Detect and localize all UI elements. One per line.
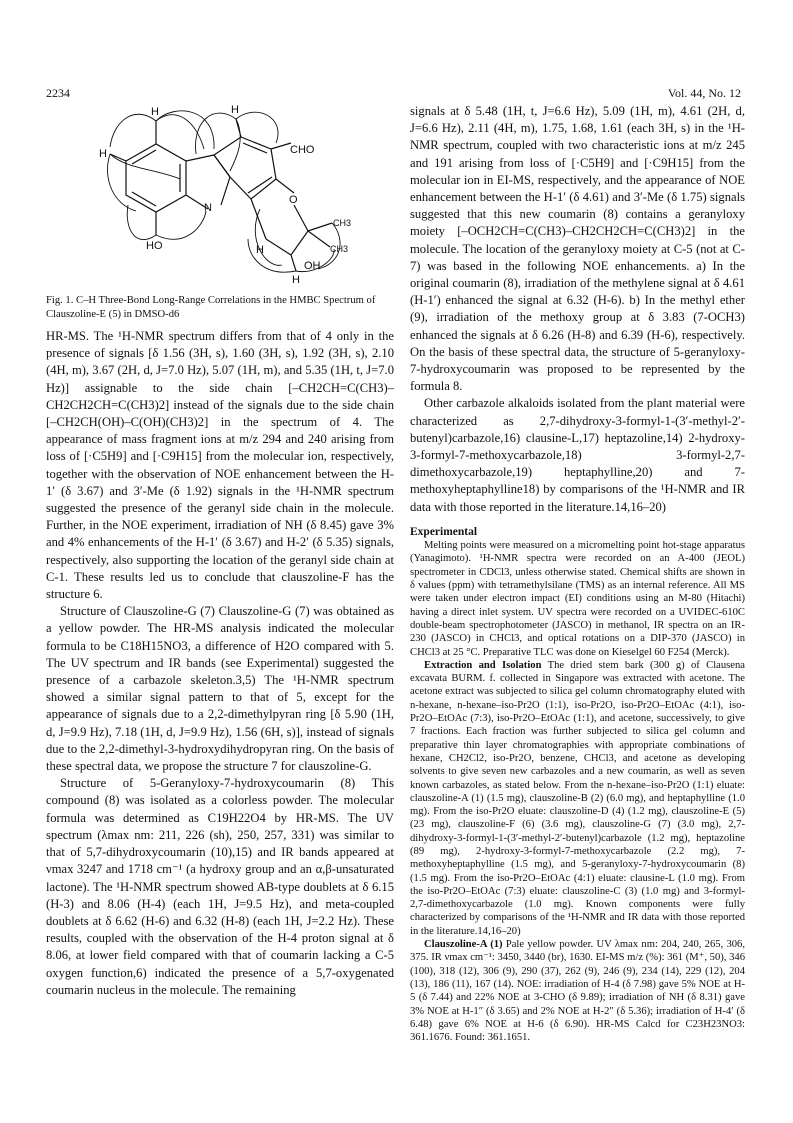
extraction-text: The dried stem bark (300 g) of Clausena excavata BURM. f. collected in Singapore was extracted with acetone. The acetone extract was subjected to silica gel column chromatography eluted with n-hexane, n-hexane–iso-Pr2O (1:1), iso-Pr2O, iso-Pr2O–EtOAc (4:1), iso-Pr2O–EtOAc (7:3), iso-Pr2O–EtOAc (1:1), and acetone, successively, to give 7 fractions. Each fraction was further subjected to silica gel column and preparative thin layer chromatographies with appropriate combinations of hexane, CH2Cl2, iso-Pr2O, benzene, CHCl3, and acetone as developing solvents to give seven new carbazoles and a new coumarin, as well as seven known carbazoles, as stated below. From the n-hexane–iso-Pr2O (1:1) eluate: clauszoline-A (1) (1.5 mg), clauszoline-B (2) (6.0 mg), and heptaphylline (1.0 mg). From the iso-Pr2O eluate: clauszoline-D (4) (1.2 mg), clauszoline-E (5) (23 mg), clauszoline-F (6) (3.6 mg), clauszoline-G (7) (3.0 mg), 2,7-dihydroxy-3-formyl-1-(3′-methyl-2′-butenyl)carbazole (1.2 mg), heptazoline (89 mg), 2-hydroxy-3-formyl-7-methoxycarbazole (2.2 mg), 7-methoxyheptaphylline (1.5 mg), and 5-geranyloxy-7-hydroxycoumarin (8) (1.5 mg). From the iso-Pr2O–EtOAc (4:1) eluate: clausine-L (1.0 mg). From the iso-Pr2O–EtOAc (7:3) eluate: clauszoline-C (3) (1.0 mg) and 3-formyl-2,7-dimethoxycarbazole (1.0 mg). Known components were fully characterized by comparisons of the ¹H-NMR and IR data with those reported in the literature.14,16–20) [410,659,745,937]
figure-caption: Fig. 1. C–H Three-Bond Long-Range Correlations in the HMBC Spectrum of Clauszoline-E (5) in DMSO-d6 [46,295,376,320]
label-ho: HO [146,240,163,252]
journal-volume: Vol. 44, No. 12 [667,86,741,100]
label-ch3-b: CH3 [330,244,349,254]
label-h-top2: H [231,104,239,116]
label-n: N [204,202,212,214]
label-h-left: H [99,148,107,160]
label-ch3-a: CH3 [333,218,352,228]
hmbc-structure-figure [96,99,386,285]
label-oh: OH [304,260,321,272]
clauszoline-a-text: Pale yellow powder. UV λmax nm: 204, 240, 265, 306, 375. IR νmax cm⁻¹: 3450, 3440 (br), 1630. EI-MS m/z (%): 361 (M⁺, 50), 346 (100), 318 (12), 306 (9), 290 (37), 262 (9), 246 (9), 234 (14), 229 (12), 204 (13), 186 (11), 167 (14). NOE: irradiation of H-4 (δ 7.98) gave 5% NOE at H-5 (δ 7.44) and 22% NOE at 3-CHO (δ 9.89); irradiation of NH (δ 8.31) gave 3% NOE at H-1″ (δ 3.65) and 2% NOE at H-2″ (δ 5.36); irradiation of H-4′ (δ 6.48) gave 6% NOE at H-6 (δ 6.90). HR-MS Calcd for C23H23NO3: 361.1676. Found: 361.1651. [410,939,745,1044]
left-paragraph-1: HR-MS. The ¹H-NMR spectrum differs from that of 4 only in the presence of signals [δ 1.56 (3H, s), 1.60 (3H, s), 1.92 (3H, s), 2.10 (4H, m), 3.67 (2H, d, J=7.0 Hz), 5.07 (1H, m), and 5.35 (1H, t, J=7.0 Hz)] assignable to the side chain [–CH2CH=C(CH3)–CH2CH2CH=C(CH3)2] instead of the signals due to the side chain [–CH2CH(OH)–C(OH)(CH3)2] in the spectrum of 4. The appearance of mass fragment ions at m/z 294 and 240 arising from loss of [·C5H9] and [·C9H15] from the molecular ion, respectively, together with the observation of NOE enhancement between the H-1′ (δ 3.67) and 3′-Me (δ 1.92) signals in the ¹H-NMR spectrum suggested the presence of the geranyl side chain in the molecule. Further, in the NOE experiment, irradiation of NH (δ 8.45) gave 3% and 4% enhancements of the H-1′ (δ 3.67) and H-2′ (δ 5.35) signals, respectively, also supporting the location of the geranyl side chain at C-1. These results led us to conclude that clauszoline-F has the structure 6. [46,329,394,602]
clauszoline-a-title: Clauszoline-A (1) [424,939,503,951]
page-number: 2234 [46,86,70,100]
right-column [410,103,745,1044]
left-column [46,328,394,999]
left-paragraph-3: Structure of 5-Geranyloxy-7-hydroxycoumarin (8) This compound (8) was isolated as a colorless powder. The molecular formula was determined as C19H22O4 by HR-MS. The UV spectrum (λmax nm: 211, 226 (sh), 250, 257, 331) was similar to that of 5,7-dihydroxycoumarin (10),15) and IR bands appeared at νmax 3247 and 1718 cm⁻¹ (a hydroxy group and an α,β-unsaturated lactone). The ¹H-NMR spectrum showed AB-type doublets at δ 6.15 (H-3) and 8.06 (H-4) (each 1H, J=9.5 Hz), and meta-coupled doublets at δ 6.62 (H-6) and 6.32 (H-8) (each 1H, J=2.2 Hz). These results, coupled with the observation of the H-4 proton signal at δ 8.06, at lower field compared with that of coumarin lacking a C-5 oxygen function,6) indicated the presence of a 5,7-oxygenated coumarin nucleus in the molecule. The remaining [46,776,394,997]
experimental-section [410,526,745,1045]
label-h-top1: H [151,106,159,118]
label-h-bottom2: H [292,274,300,285]
label-cho: CHO [290,144,315,156]
label-o: O [289,194,298,206]
experimental-heading: Experimental [410,525,478,538]
left-paragraph-2: Structure of Clauszoline-G (7) Clauszoline-G (7) was obtained as a yellow powder. The HR-MS analysis indicated the molecular formula to be C18H15NO3, a difference of H2O compared with 5. The UV spectrum and IR bands (see Experimental) suggested the presence of a carbazole skeleton.3,5) The ¹H-NMR spectrum showed a similar signal pattern to that of 5, except for the appearance of signals due to a 2,2-dimethylpyran ring [δ 5.90 (1H, d, J=9.9 Hz), 7.18 (1H, d, J=9.9 Hz), 1.56 (6H, s)], instead of signals due to the 2,2-dimethyl-3-hydroxydihydropyran ring. On the basis of these spectral data, we propose the structure 7 for clauszoline-G. [46,604,394,774]
label-h-bottom1: H [256,244,264,256]
experimental-general: Melting points were measured on a micromelting point hot-stage apparatus (Yanagimoto). ¹H-NMR spectra were recorded on an A-400 (JEOL) spectrometer in CDCl3, unless otherwise stated. Chemical shifts are shown in δ values (ppm) with tetramethylsilane (TMS) as an internal reference. All MS were taken under electron impact (EI) conditions using an M-80 (Hitachi) having a direct inlet system. UV spectra were recorded on a UVIDEC-610C double-beam spectrophotometer (JASCO) in methanol, IR spectra on an IR-230 (JASCO) in CHCl3, and optical rotations on a DIP-370 (JASCO) in CHCl3 at 25 °C. Preparative TLC was done on Kieselgel 60 F254 (Merck). [410,540,745,658]
right-paragraph-1: signals at δ 5.48 (1H, t, J=6.6 Hz), 5.09 (1H, m), 4.61 (2H, d, J=6.6 Hz), 2.11 (4H, m), 1.75, 1.68, 1.61 (each 3H, s) in the ¹H-NMR spectrum, coupled with two characteristic ions at m/z 245 and 191 arising from loss of [·C5H9] and [·C9H15] from the molecular ion in EI-MS, respectively, and the appearance of NOE enhancement between the H-1′ (δ 4.61) and 3′-Me (δ 1.75) signals suggested that this new coumarin (8) contains a geranyloxy moiety [–OCH2CH=C(CH3)–CH2CH2CH=C(CH3)2] in the molecule. The location of the geranyloxy moiety at C-5 (not at C-7) was based in the following NOE enhancements. a) In the original coumarin (8), irradiation of the methylene signal at δ 4.61 (H-1′) enhanced the signal at 6.32 (H-6). b) In the methyl ether (9), irradiation of the methoxy group at δ 3.83 (7-OCH3) enhanced the signals at δ 6.26 (H-8) and 6.39 (H-6), respectively. On the basis of these spectral data, the structure of 5-geranyloxy-7-hydroxycoumarin was proposed to be represented by the formula 8. [410,104,745,394]
right-paragraph-2: Other carbazole alkaloids isolated from the plant material were characterized as 2,7-dihydroxy-3-formyl-1-(3′-methyl-2′-butenyl)carbazole,16) clausine-L,17) heptazoline,14) 2-hydroxy-3-formyl-7-methoxycarbazole,18) 3-formyl-2,7-dimethoxycarbazole,19) heptaphylline,20) and 7-methoxyheptaphylline18) by comparisons of the ¹H-NMR and IR data with those reported in the literature.14,16–20) [410,396,745,514]
extraction-title: Extraction and Isolation [424,659,542,671]
